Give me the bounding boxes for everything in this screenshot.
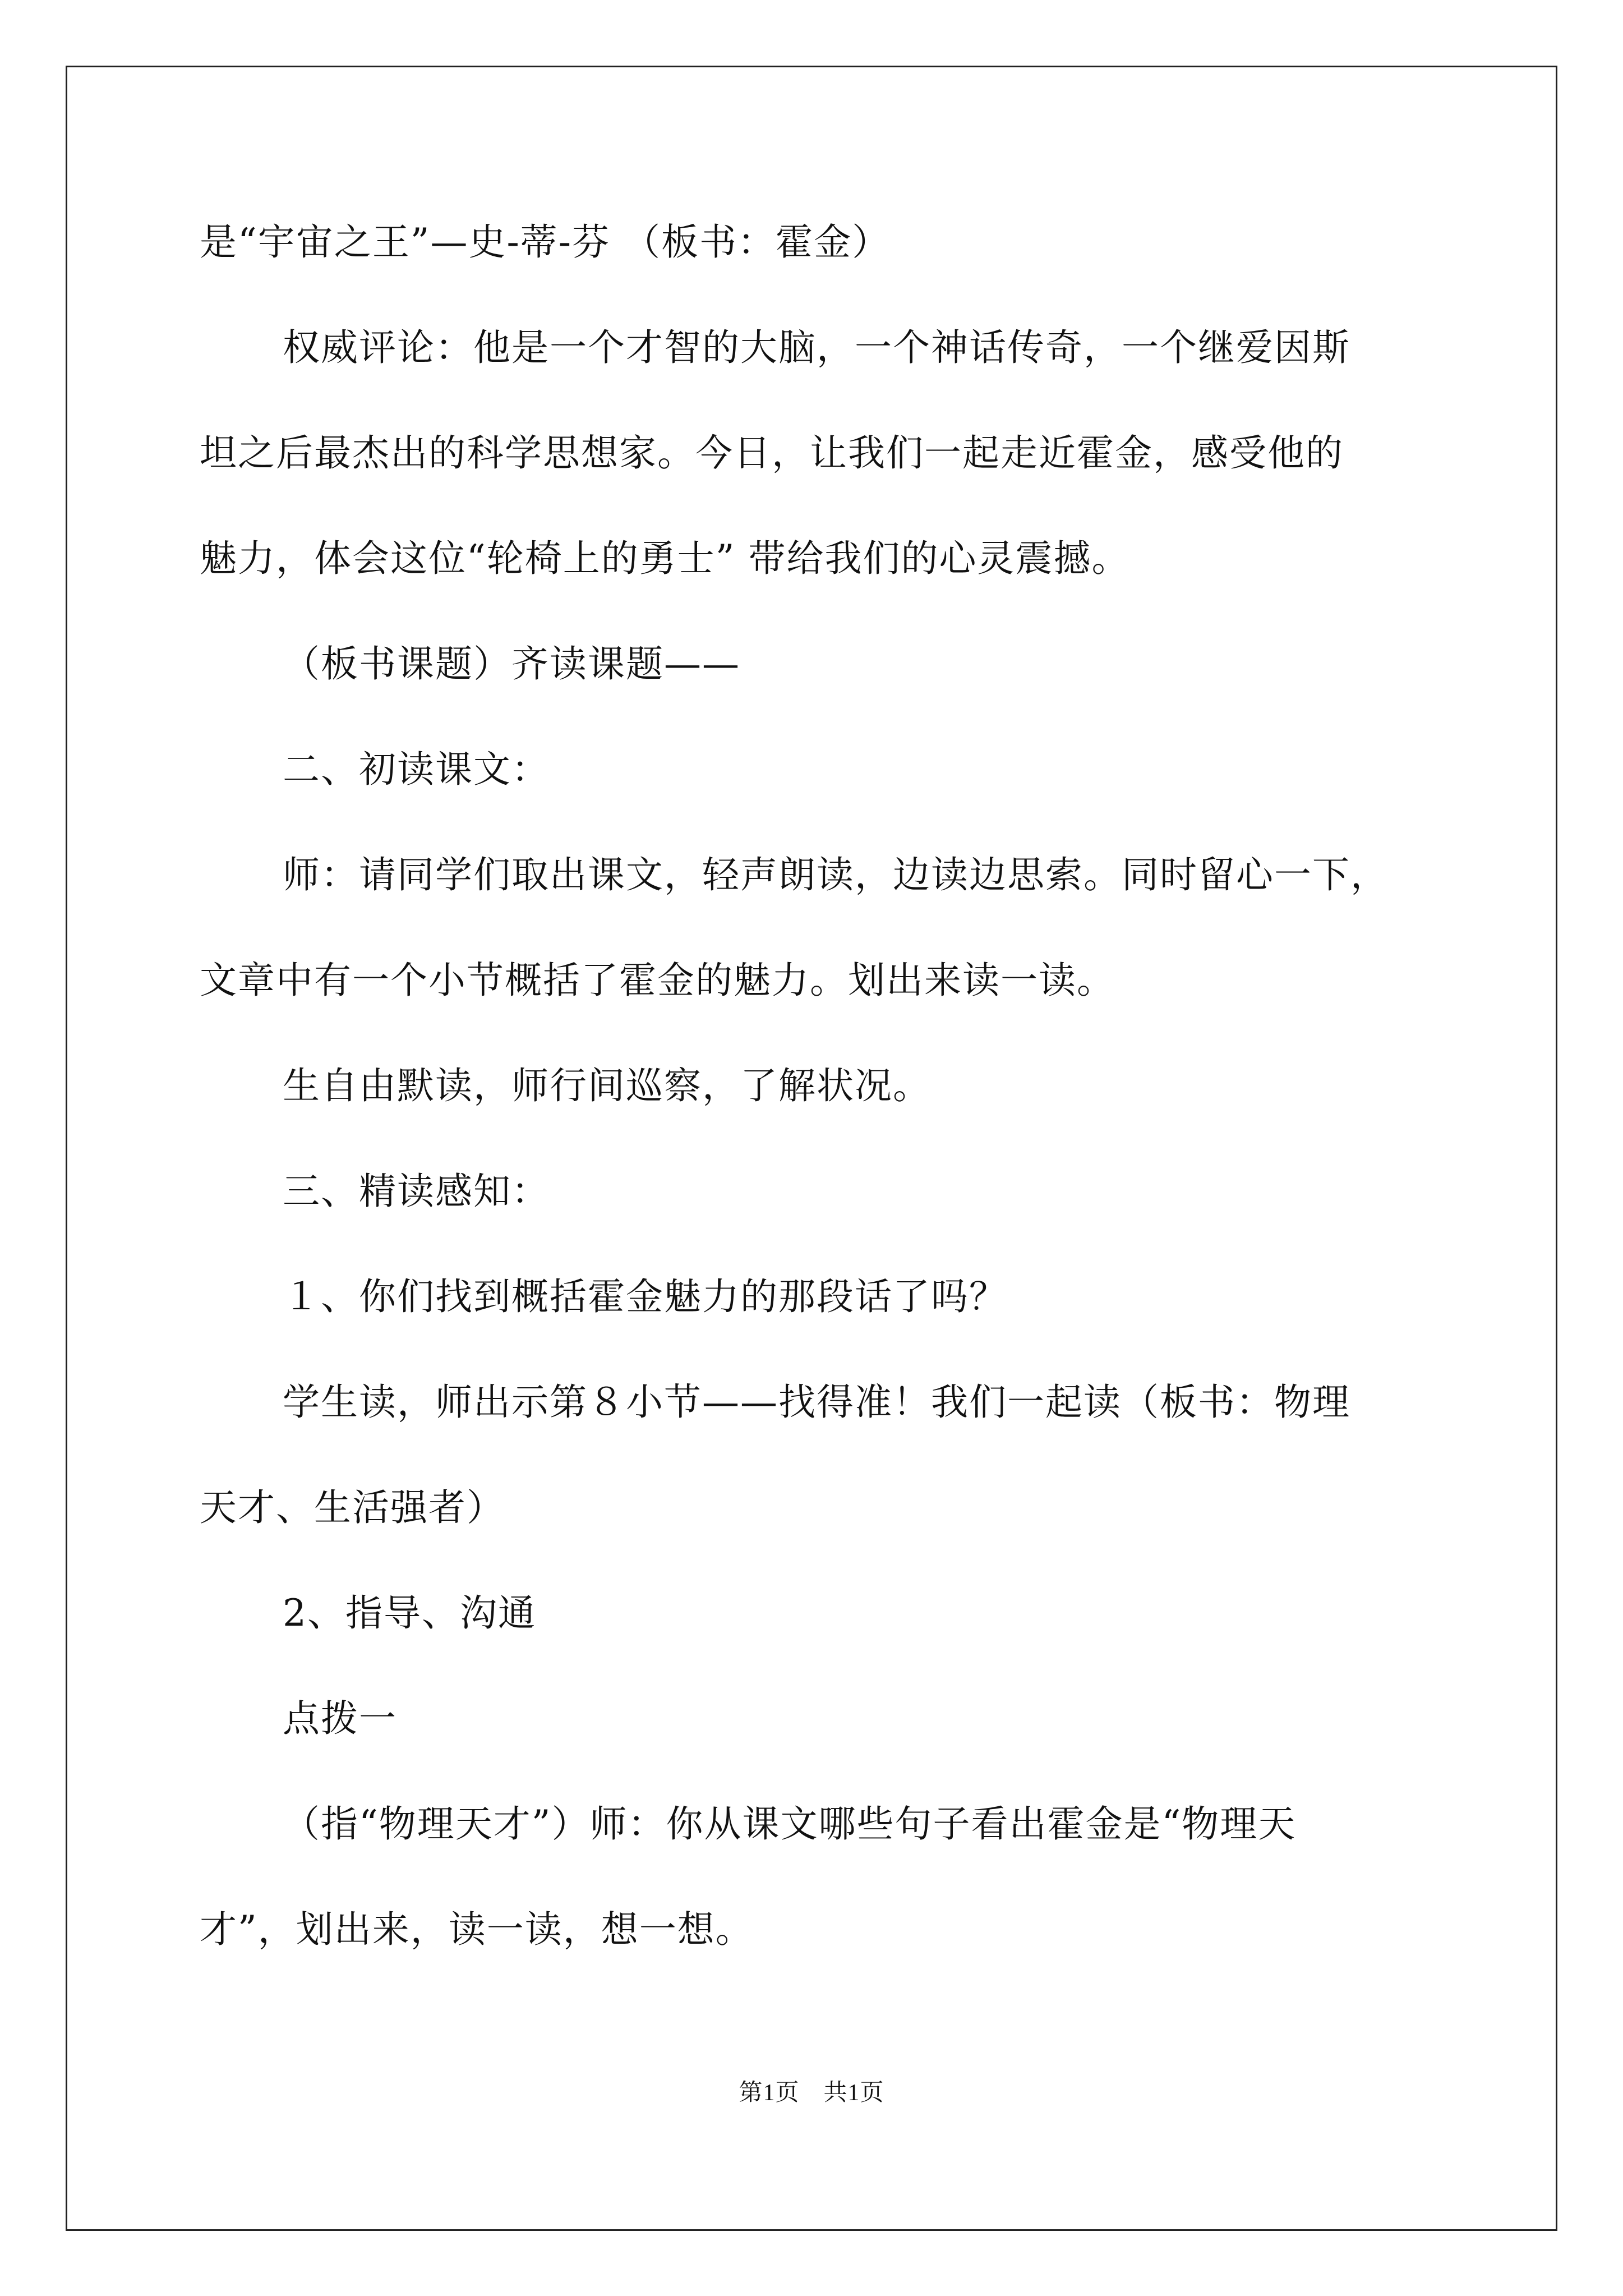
paragraph-line: 点拨一 — [283, 1697, 397, 1740]
paragraph-line: 师：请同学们取出课文，轻声朗读，边读边思索。同时留心一下， — [283, 853, 1389, 896]
paragraph-line: １、你们找到概括霍金魅力的那段话了吗？ — [283, 1275, 1007, 1318]
paragraph-line: （指“物理天才”）师：你从课文哪些句子看出霍金是“物理天 — [283, 1802, 1297, 1846]
paragraph-line: 坦之后最杰出的科学思想家。今日，让我们一起走近霍金，感受他的 — [200, 431, 1344, 475]
paragraph-line: 学生读，师出示第８小节——找得准！我们一起读（板书：物理 — [283, 1381, 1350, 1424]
paragraph-line: 才”，划出来，读一读，想一想。 — [200, 1908, 754, 1951]
document-body — [200, 216, 1433, 2009]
section-heading: 二、初读课文： — [283, 748, 550, 791]
section-heading: 三、精读感知： — [283, 1170, 550, 1213]
paragraph-line: 2、指导、沟通 — [283, 1591, 536, 1635]
paragraph-line: （板书课题）齐读课题—— — [283, 642, 740, 685]
paragraph-line: 魅力，体会这位“轮椅上的勇士” 带给我们的心灵震撼。 — [200, 537, 1130, 580]
paragraph-line: 生自由默读，师行间巡察，了解状况。 — [283, 1064, 931, 1107]
page-footer: 第1页 共1页 — [739, 2080, 884, 2106]
paragraph-line: 文章中有一个小节概括了霍金的魅力。划出来读一读。 — [200, 959, 1115, 1002]
paragraph-line: 是“宇宙之王”—史-蒂-芬 （板书：霍金） — [200, 220, 891, 264]
paragraph-line: 天才、生活强者） — [200, 1486, 505, 1529]
paragraph-line: 权威评论：他是一个才智的大脑，一个神话传奇，一个继爱因斯 — [283, 326, 1350, 369]
